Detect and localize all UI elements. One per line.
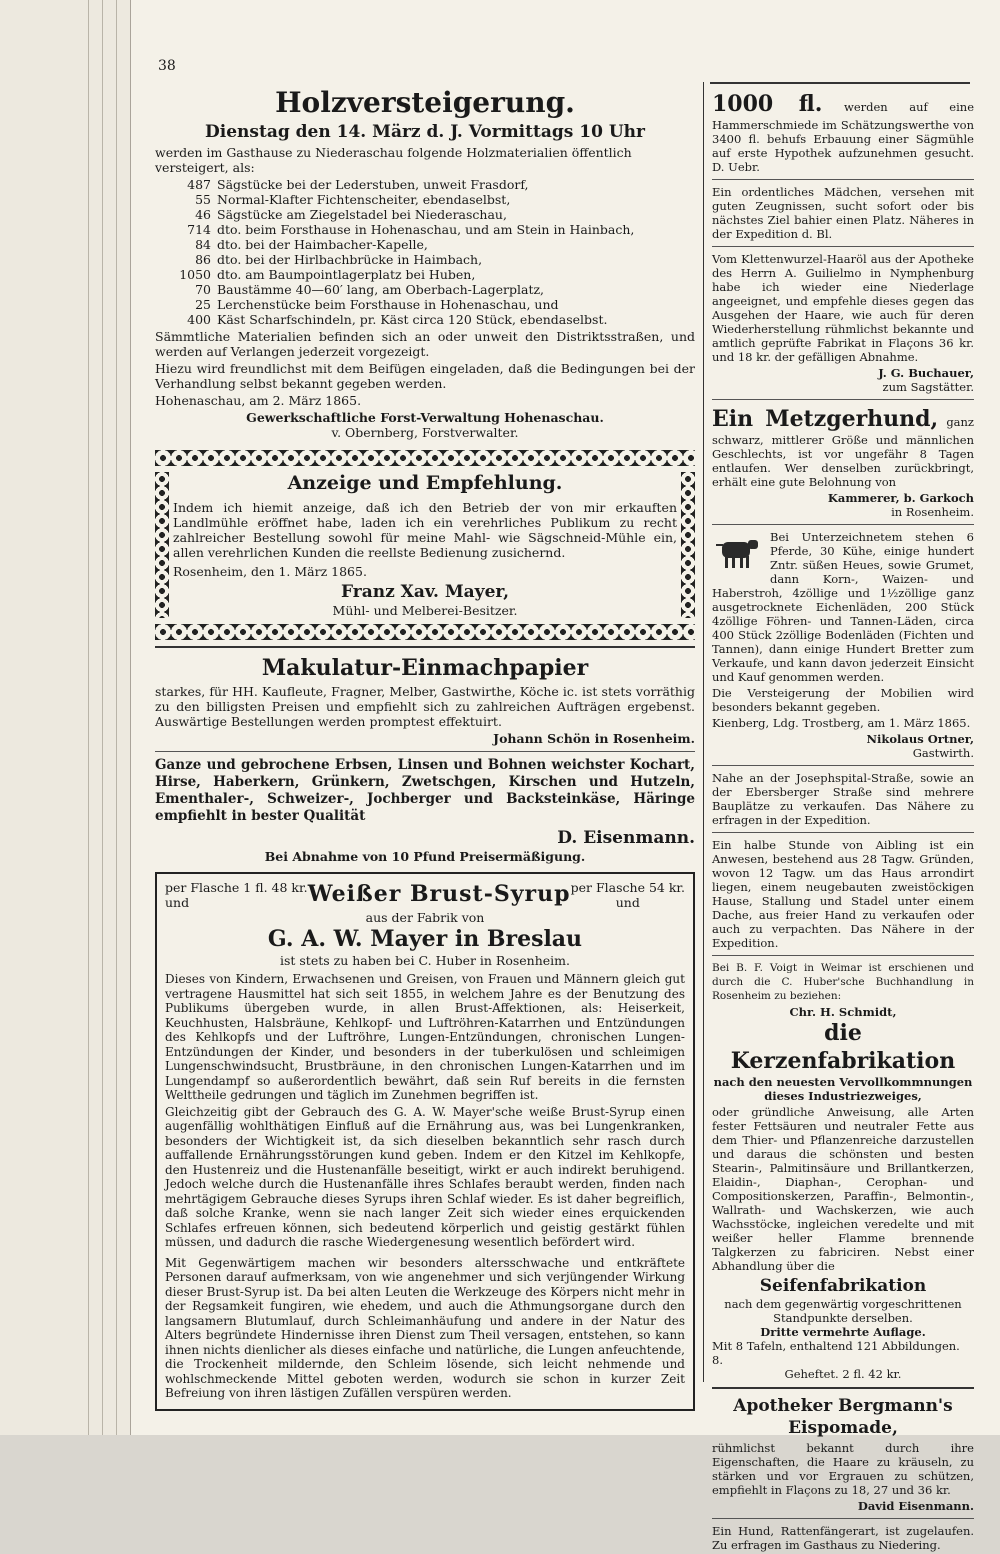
ad-text: Vom Klettenwurzel-Haaröl aus der Apotheke des Herrn A. Guilielmo in Nymphenburg habe ich wieder eine Niederlage angeeignet, und empfehle dieses gegen das Ausgehen der Haare, wie auch für deren Wiederherstellung rühmlichst bekannte und amtlich geprüfte Fabrikat in Flaçons 36 kr. und 18 kr. der gefälligen Abnahme. xyxy=(712,252,974,364)
rule xyxy=(155,751,695,752)
ornament-border xyxy=(155,450,695,466)
item-row xyxy=(155,267,695,282)
ad-text: werden auf eine Hammerschmiede im Schätzungswerthe von 3400 fl. behufs Erbauung einer Sägmühle auf erste Hypothek aufzunehmen gesucht. D. Uebr. xyxy=(712,100,975,174)
ad-haaroel xyxy=(712,252,974,394)
ad-hund-zugelaufen xyxy=(712,1524,974,1552)
ad-erbsen xyxy=(155,757,695,864)
ad-text: Mit 8 Tafeln, enthaltend 121 Abbildungen. 8. xyxy=(712,1339,960,1367)
item-row xyxy=(155,297,695,312)
item-row xyxy=(155,177,695,192)
ad-title: Anzeige und Empfehlung. xyxy=(287,472,563,494)
ad-text: Bei B. F. Voigt in Weimar ist erschienen und durch die C. Huber'sche Buchhandlung in Rosenheim zu beziehen: xyxy=(712,962,974,1002)
ad-title: Weißer Brust-Syrup xyxy=(307,881,571,907)
rule xyxy=(712,955,974,956)
ad-signature: Gewerkschaftliche Forst-Verwaltung Hohenaschau. xyxy=(246,410,604,425)
ad-title: Eispomade, xyxy=(788,1418,898,1438)
item-quantity: 84 xyxy=(195,237,211,252)
ad-text: Sämmtliche Materialien befinden sich an oder unweit den Distriktsstraßen, und werden auf Verlangen jederzeit vorgezeigt. xyxy=(155,329,695,359)
item-description: dto. bei der Hirlbachbrücke in Haimbach, xyxy=(217,252,483,267)
item-description: Baustämme 40—60′ lang, am Oberbach-Lagerplatz, xyxy=(217,282,545,297)
ad-signature: Kammerer, b. Garkoch xyxy=(827,491,974,505)
ad-signature: D. Eisenmann. xyxy=(557,828,695,848)
page-edge xyxy=(116,0,117,1435)
ad-text: rühmlichst bekannt durch ihre Eigenschaften, die Haare zu kräuseln, zu stärken und vor Ergrauen zu schützen, empfiehlt in Flaçons zu 18, 27 und 36 kr. xyxy=(712,1441,974,1497)
ad-maedchen xyxy=(712,185,974,241)
ad-date: Dienstag den 14. März d. J. Vormittags 10 Uhr xyxy=(205,122,645,142)
item-row xyxy=(155,222,695,237)
rule xyxy=(155,646,695,648)
price-row xyxy=(165,880,685,910)
item-quantity: 46 xyxy=(195,207,211,222)
item-row xyxy=(155,192,695,207)
item-description: dto. beim Forsthause in Hohenaschau, und am Stein in Hainbach, xyxy=(217,222,635,237)
ad-text: Hiezu wird freundlichst mit dem Beifügen eingeladen, daß die Bedingungen bei der Verhandlung selbst bekannt gegeben werden. xyxy=(155,361,695,391)
ad-signature: zum Sagstätter. xyxy=(882,380,974,394)
item-description: dto. bei der Haimbacher-Kapelle, xyxy=(217,237,428,252)
left-column xyxy=(155,85,695,1419)
ad-1000fl xyxy=(712,90,974,174)
ad-signature: in Rosenheim. xyxy=(891,505,974,519)
ad-text: Ein halbe Stunde von Aibling ist ein Anwesen, bestehend aus 28 Tagw. Gründen, wovon 12 Tagw. um das Haus arrondirt liegen, einem neugebauten zweistöckigen Hause, Stallung und Stadel unter einem Dache, aus freier Hand zu verkaufen oder auch zu verpachten. Das Nähere in der Expedition. xyxy=(712,838,974,950)
ad-metzgerhund xyxy=(712,405,974,519)
item-quantity: 55 xyxy=(195,192,211,207)
item-description: Sägstücke bei der Lederstuben, unweit Frasdorf, xyxy=(217,177,529,192)
ad-bauplaetze xyxy=(712,771,974,827)
ad-edition: Dritte vermehrte Auflage. xyxy=(760,1325,926,1339)
item-row xyxy=(155,312,695,327)
price-label: per Flasche 54 kr. xyxy=(570,880,685,895)
ad-text: Mit Gegenwärtigem machen wir besonders altersschwache und entkräftete Personen darauf aufmerksam, von wie angenehmer und sich verjüngender Wirkung dieser Brust-Syrup ist. Da bei alten Leuten die Werkzeuge des Körpers nicht mehr in der Regsamkeit fungiren, wie ehedem, und auch die Athmungsorgane durch den langsamern Blutumlauf, durch Schleimanhäufung und andere in der Natur des Alters begründete Hindernisse ihren Dienst zum Theil versagen, entstehen, so kann ihnen nichts dienlicher als dieses einfache und natürliche, die Lungen anfeuchtende, die Trockenheit mildernde, den Schleim lösende, sich leicht nehmende und wohlschmeckende Mittel geboten werden, wodurch sie schon in kurzer Zeit Befreiung von ihren lästigen Zufällen verspüren werden. xyxy=(165,1255,685,1400)
page-edge xyxy=(102,0,103,1435)
item-description: Normal-Klafter Fichtenscheiter, ebendaselbst, xyxy=(217,192,511,207)
ad-text: oder gründliche Anweisung, alle Arten fester Fettsäuren und neutraler Fette aus dem Thier- und Pflanzenreiche darzustellen und daraus die schönsten und besten Stearin-, Palmitinsäure und Brillantkerzen, Elaidin-, Diaphan-, Cerophan- und Compositionskerzen, Paraffin-, Belmontin-, Wallrath- und Wachskerzen, wie auch Wachsstöcke, ingleichen veredelte und mit weißer heller Flamme brennende Talgkerzen zu fabriciren. Nebst einer Abhandlung über die xyxy=(712,1105,974,1273)
ad-brust-syrup xyxy=(155,872,695,1411)
ad-title: Ein Metzgerhund, xyxy=(712,406,939,432)
ad-place-date: Hohenaschau, am 2. März 1865. xyxy=(155,393,362,408)
ad-author: Chr. H. Schmidt, xyxy=(789,1005,897,1019)
ad-subtitle: Seifenfabrikation xyxy=(759,1276,927,1296)
column-top-rule xyxy=(710,82,970,84)
price-right xyxy=(571,880,685,910)
ad-availability: ist stets zu haben bei C. Huber in Rosenheim. xyxy=(279,953,571,968)
ad-holzversteigerung xyxy=(155,85,695,440)
ad-signature: v. Obernberg, Forstverwalter. xyxy=(331,425,519,440)
ad-text: Die Versteigerung der Mobilien wird besonders bekannt gegeben. xyxy=(712,686,974,714)
ad-eispomade xyxy=(712,1395,974,1513)
item-quantity: 400 xyxy=(187,312,211,327)
ad-text: starkes, für HH. Kaufleute, Fragner, Melber, Gastwirthe, Köche ic. ist stets vorräthig zu den billigsten Preisen und empfiehlt sich zu zahlreichen Aufträgen ergebenst. Auswärtige Bestellungen werden promptest effektuirt. xyxy=(155,684,695,729)
item-quantity: 25 xyxy=(195,297,211,312)
ad-amount: 1000 fl. xyxy=(712,91,823,117)
ad-title: Apotheker Bergmann's xyxy=(733,1396,953,1416)
ad-text: Nahe an der Josephspital-Straße, sowie an der Ebersberger Straße sind mehrere Bauplätze zu verkaufen. Das Nähere zu erfragen in der Expedition. xyxy=(712,771,974,827)
right-column xyxy=(712,88,974,1554)
ad-signature: Franz Xav. Mayer, xyxy=(340,582,510,602)
ad-subtitle: nach den neuesten Vervollkommnungen dieses Industriezweiges, xyxy=(713,1075,973,1103)
ad-place-date: Rosenheim, den 1. März 1865. xyxy=(173,564,367,579)
column-divider xyxy=(703,82,704,1382)
item-description: Käst Scharfschindeln, pr. Käst circa 120 Stück, ebendaselbst. xyxy=(217,312,608,327)
rule xyxy=(712,832,974,833)
page-edge xyxy=(88,0,89,1435)
page-number: 38 xyxy=(158,58,176,74)
rule xyxy=(712,765,974,766)
rule xyxy=(712,246,974,247)
item-description: Sägstücke am Ziegelstadel bei Niederaschau, xyxy=(217,207,507,222)
item-list xyxy=(155,177,695,327)
ornament-border xyxy=(155,472,169,618)
ad-place-date: Kienberg, Ldg. Trostberg, am 1. März 1865. xyxy=(712,716,971,730)
price-left xyxy=(165,880,308,910)
rule xyxy=(712,399,974,400)
ad-text: Bei Unterzeichnetem stehen 6 Pferde, 30 Kühe, einige hundert Zntr. süßen Heues, sowie Grumet, dann Korn-, Waizen- und Haberstroh, 4zöllige und 1½zöllige ganz ausgetrocknete Eichenläden, 200 Stück 4zöllige Föhren- und Tannen-Läden, circa 400 Stück 2zöllige Bodenläden (Fichten und Tannen), dann einige Hundert Bretter zum Verkaufe, und kann davon jederzeit Einsicht und Kauf genommen werden. xyxy=(712,530,974,684)
item-row xyxy=(155,252,695,267)
ad-makulatur xyxy=(155,654,695,746)
ad-signature: David Eisenmann. xyxy=(857,1499,974,1513)
ad-subtitle: aus der Fabrik von xyxy=(365,910,485,925)
price-und: und xyxy=(165,895,190,910)
ad-text: Ein Hund, Rattenfängerart, ist zugelaufen. Zu erfragen im Gasthaus zu Niedering. xyxy=(712,1524,974,1552)
item-quantity: 487 xyxy=(187,177,211,192)
ad-text: ganz schwarz, mittlerer Größe und männlichen Geschlechts, ist vor ungefähr 8 Tagen entlaufen. Wer denselben zurückbringt, erhält eine gute Belohnung von xyxy=(712,415,974,489)
item-row xyxy=(155,237,695,252)
rule xyxy=(712,1387,974,1389)
item-quantity: 86 xyxy=(195,252,211,267)
ad-signature: Gastwirth. xyxy=(912,746,974,760)
item-quantity: 714 xyxy=(187,222,211,237)
cow-icon xyxy=(712,532,764,572)
ad-anzeige-empfehlung xyxy=(155,450,695,640)
rule xyxy=(712,524,974,525)
ornament-border xyxy=(681,472,695,618)
ad-signature: Mühl- und Melberei-Besitzer. xyxy=(332,603,518,618)
ad-title: Makulatur-Einmachpapier xyxy=(261,655,589,681)
ad-text: Ein ordentliches Mädchen, versehen mit guten Zeugnissen, sucht sofort oder bis nächstes Ziel bahier einen Platz. Näheres in der Expedition d. Bl. xyxy=(712,185,974,241)
ad-title: die Kerzenfabrikation xyxy=(730,1020,956,1074)
item-quantity: 70 xyxy=(195,282,211,297)
ad-note: Bei Abnahme von 10 Pfund Preisermäßigung. xyxy=(264,849,586,864)
rule xyxy=(712,1518,974,1519)
item-quantity: 1050 xyxy=(179,267,211,282)
ad-kerzenfabrikation xyxy=(712,961,974,1381)
ad-text: nach dem gegenwärtig vorgeschrittenen Standpunkte derselben. xyxy=(724,1297,962,1325)
ad-anwesen xyxy=(712,838,974,950)
ad-signature: Johann Schön in Rosenheim. xyxy=(493,731,695,746)
ad-title: Holzversteigerung. xyxy=(275,86,575,119)
ad-text: Dieses von Kindern, Erwachsenen und Greisen, von Frauen und Männern gleich gut vertragene Hausmittel hat sich seit 1855, in welchem Jahre es der Benutzung des Publikums übergeben wurde, in allen Brust-Affektionen, als: Heiserkeit, Keuchhusten, Halsbräune, Kehlkopf- und Luftröhren-Katarrhen und Entzündungen des Kehlkopfs und der Luftröhre, Lungen-Entzündungen, chronischen Lungen-Entzündungen der Kinder, und besonders in der tuberkulösen und schleimigen Lungenschwindsucht, Brustbräune, in den chronischen Lungen-Katarrhen und im Lungendampf so außerordentlich bewährt, daß sein Ruf bereits in die fernsten Welttheile gedrungen und täglich im Zunehmen begriffen ist. xyxy=(165,972,685,1102)
ad-price: Geheftet. 2 fl. 42 kr. xyxy=(784,1367,902,1381)
item-description: dto. am Baumpointlagerplatz bei Huben, xyxy=(217,267,476,282)
item-row xyxy=(155,282,695,297)
ad-text: Gleichzeitig gibt der Gebrauch des G. A. W. Mayer'sche weiße Brust-Syrup einen augenfällig wohlthätigen Einfluß auf die Ernährung aus, was bei Lungenkranken, besonders der Wichtigkeit ist, da sich dieselben bekanntlich sehr rasch durch auffallende Ernährungsstörungen kund geben. Indem er den Kitzel im Kehlkopfe, den Hustenreiz und die Hustenanfälle beseitigt, wirkt er auch indirekt beruhigend. Jedoch welche durch die Hustenanfälle ihres Schlafes beraubt werden, finden nach mehrtägigem Gebrauche dieses Syrups ihren Schlaf wieder. Es ist daher begreiflich, daß solche Kranke, wenn sie nach langer Zeit sich wieder eines erquickenden Schlafes erfreuen können, sich bedeutend körperlich und geistig gestärkt fühlen müssen, und dadurch die rasche Wiedergenesung wesentlich befördert wird. xyxy=(165,1104,685,1249)
price-und: und xyxy=(615,895,640,910)
ad-intro: werden im Gasthause zu Niederaschau folgende Holzmaterialien öffentlich versteigert, als: xyxy=(155,145,632,175)
rule xyxy=(712,179,974,180)
item-row xyxy=(155,207,695,222)
ad-maker: G. A. W. Mayer in Breslau xyxy=(267,926,583,952)
ad-text: Ganze und gebrochene Erbsen, Linsen und Bohnen weichster Kochart, Hirse, Haberkern, Grünkern, Zwetschgen, Kirschen und Hutzeln, Ementhaler-, Schweizer-, Jochberger und Backsteinkäse, Häringe empfiehlt in bester Qualität xyxy=(155,757,695,824)
item-description: Lerchenstücke beim Forsthause in Hohenaschau, und xyxy=(217,297,559,312)
ornament-border xyxy=(155,624,695,640)
ad-text: Indem ich hiemit anzeige, daß ich den Betrieb der von mir erkauften Landlmühle eröffnet habe, laden ich ein verehrliches Publikum zu recht zahlreicher Bestellung sowohl für meine Mahl- wie Sägschneid-Mühle ein, allen verehrlichen Kunden die reellste Bedienung zusichernd. xyxy=(173,500,677,560)
ad-signature: J. G. Buchauer, xyxy=(878,366,974,380)
ad-signature: Nikolaus Ortner, xyxy=(866,732,974,746)
ad-versteigerung-kienberg xyxy=(712,530,974,760)
price-label: per Flasche 1 fl. 48 kr. xyxy=(165,880,308,895)
